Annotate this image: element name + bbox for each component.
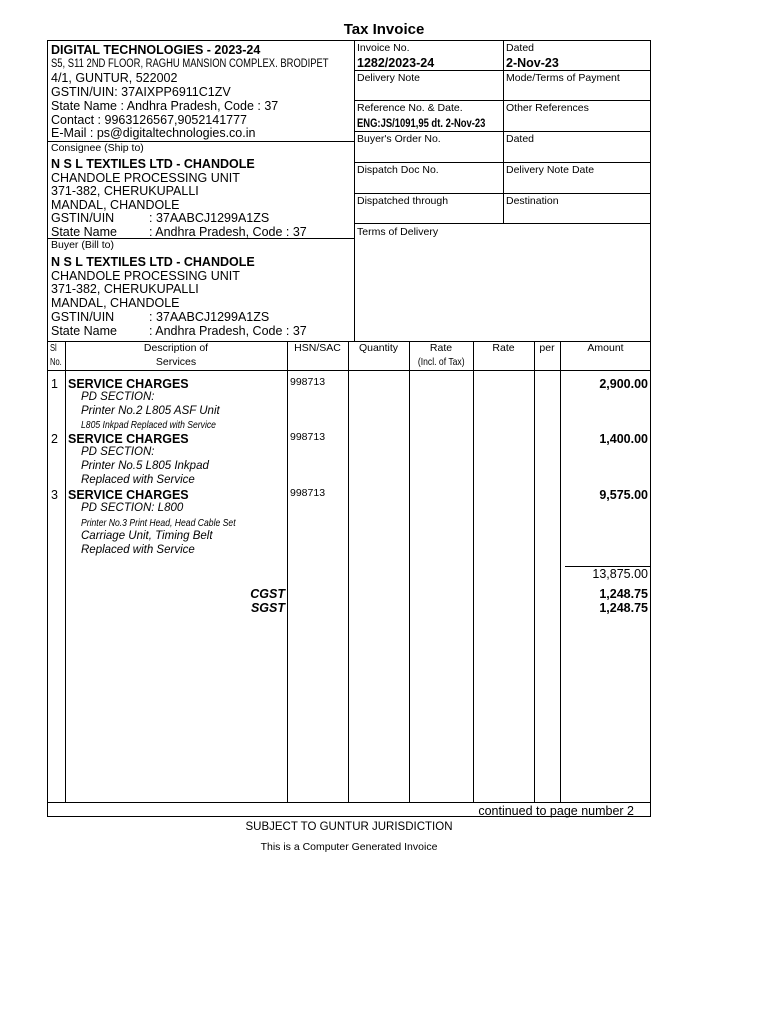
col-description-1: Description of xyxy=(143,342,209,354)
item-name: SERVICE CHARGES xyxy=(68,432,189,446)
col-amount: Amount xyxy=(587,342,624,354)
terms-delivery-label: Terms of Delivery xyxy=(357,226,439,238)
item-sl: 3 xyxy=(51,488,58,502)
buyers-order-label: Buyer's Order No. xyxy=(357,133,441,145)
buyer-gstin-value: : 37AABCJ1299A1ZS xyxy=(149,310,270,324)
item-name: SERVICE CHARGES xyxy=(68,377,189,391)
consignee-gstin-label: GSTIN/UIN xyxy=(51,211,115,225)
item-detail: Carriage Unit, Timing Belt xyxy=(81,530,213,542)
divider xyxy=(65,341,66,802)
computer-generated-note: This is a Computer Generated Invoice xyxy=(260,841,438,853)
destination-label: Destination xyxy=(506,195,559,207)
divider xyxy=(348,341,349,802)
consignee-name: N S L TEXTILES LTD - CHANDOLE xyxy=(51,157,255,171)
divider xyxy=(503,41,504,223)
dated-value: 2-Nov-23 xyxy=(506,56,559,70)
col-hsn: HSN/SAC xyxy=(294,342,341,354)
continued-note: continued to page number 2 xyxy=(478,804,634,818)
jurisdiction-note: SUBJECT TO GUNTUR JURISDICTION xyxy=(245,821,453,833)
consignee-gstin-value: : 37AABCJ1299A1ZS xyxy=(149,211,270,225)
consignee-line3: MANDAL, CHANDOLE xyxy=(51,198,180,212)
item-detail: PD SECTION: xyxy=(81,391,155,403)
item-hsn: 998713 xyxy=(290,487,326,499)
item-detail: Printer No.3 Print Head, Head Cable Set xyxy=(81,517,236,529)
item-hsn: 998713 xyxy=(290,431,326,443)
col-sl-2: No. xyxy=(50,356,62,368)
col-rate-incl-2: (Incl. of Tax) xyxy=(417,356,465,368)
col-rate-incl-1: Rate xyxy=(429,342,453,354)
item-name: SERVICE CHARGES xyxy=(68,488,189,502)
col-rate: Rate xyxy=(492,342,515,354)
dispatch-doc-label: Dispatch Doc No. xyxy=(357,164,439,176)
item-sl: 1 xyxy=(51,377,58,391)
subtotal-amount: 13,875.00 xyxy=(592,567,648,581)
divider xyxy=(534,341,535,802)
sgst-amount: 1,248.75 xyxy=(599,601,648,615)
buyer-line3: MANDAL, CHANDOLE xyxy=(51,296,180,310)
buyers-order-dated-label: Dated xyxy=(506,133,535,145)
dispatched-through-label: Dispatched through xyxy=(357,195,449,207)
other-references-label: Other References xyxy=(506,102,589,114)
delivery-note-label: Delivery Note xyxy=(357,72,421,84)
mode-terms-label: Mode/Terms of Payment xyxy=(506,72,620,84)
consignee-line2: 371-382, CHERUKUPALLI xyxy=(51,184,199,198)
item-detail: Replaced with Service xyxy=(81,544,195,556)
invoice-no-value: 1282/2023-24 xyxy=(357,56,435,70)
seller-gstin: GSTIN/UIN: 37AIXPP6911C1ZV xyxy=(51,85,231,99)
divider xyxy=(48,802,651,803)
dated-label: Dated xyxy=(506,42,535,54)
buyer-name: N S L TEXTILES LTD - CHANDOLE xyxy=(51,255,255,269)
buyer-heading: Buyer (Bill to) xyxy=(51,239,115,251)
buyer-gstin-label: GSTIN/UIN xyxy=(51,310,115,324)
buyer-state-label: State Name xyxy=(51,324,118,338)
seller-contact: Contact : 9963126567,9052141777 xyxy=(51,113,248,127)
item-detail: PD SECTION: xyxy=(81,446,155,458)
item-detail: L805 Inkpad Replaced with Service xyxy=(81,419,216,431)
item-detail: Replaced with Service xyxy=(81,474,195,486)
divider xyxy=(354,41,355,341)
sgst-label: SGST xyxy=(250,601,285,615)
seller-state: State Name : Andhra Pradesh, Code : 37 xyxy=(51,99,279,113)
cgst-label: CGST xyxy=(250,587,285,601)
seller-address-line2: 4/1, GUNTUR, 522002 xyxy=(51,71,178,85)
divider xyxy=(473,341,474,802)
consignee-line1: CHANDOLE PROCESSING UNIT xyxy=(51,171,240,185)
consignee-state-label: State Name xyxy=(51,225,118,239)
col-sl-1: Sl xyxy=(50,342,57,354)
item-detail: PD SECTION: L800 xyxy=(81,502,184,514)
reference-value: ENG:JS/1091,95 dt. 2-Nov-23 xyxy=(357,118,486,130)
col-per: per xyxy=(539,342,555,354)
item-amount: 1,400.00 xyxy=(599,432,648,446)
item-amount: 2,900.00 xyxy=(599,377,648,391)
divider xyxy=(409,341,410,802)
invoice-frame xyxy=(47,40,651,817)
item-hsn: 998713 xyxy=(290,376,326,388)
invoice-no-label: Invoice No. xyxy=(357,42,410,54)
buyer-line2: 371-382, CHERUKUPALLI xyxy=(51,282,199,296)
divider xyxy=(354,223,651,224)
consignee-heading: Consignee (Ship to) xyxy=(51,142,144,154)
consignee-state-value: : Andhra Pradesh, Code : 37 xyxy=(149,225,307,239)
seller-address-line1: S5, S11 2ND FLOOR, RAGHU MANSION COMPLEX. BRODIPET xyxy=(51,58,329,70)
item-detail: Printer No.2 L805 ASF Unit xyxy=(81,405,220,417)
delivery-note-date-label: Delivery Note Date xyxy=(506,164,595,176)
reference-label: Reference No. & Date. xyxy=(357,102,463,114)
buyer-state-value: : Andhra Pradesh, Code : 37 xyxy=(149,324,307,338)
seller-name: DIGITAL TECHNOLOGIES - 2023-24 xyxy=(51,43,261,57)
document-title: Tax Invoice xyxy=(343,21,425,38)
item-sl: 2 xyxy=(51,432,58,446)
cgst-amount: 1,248.75 xyxy=(599,587,648,601)
seller-email: E-Mail : ps@digitaltechnologies.co.in xyxy=(51,126,256,140)
col-description-2: Services xyxy=(155,356,197,368)
item-detail: Printer No.5 L805 Inkpad xyxy=(81,460,209,472)
col-quantity: Quantity xyxy=(358,342,399,354)
buyer-line1: CHANDOLE PROCESSING UNIT xyxy=(51,269,240,283)
divider xyxy=(287,341,288,802)
item-amount: 9,575.00 xyxy=(599,488,648,502)
